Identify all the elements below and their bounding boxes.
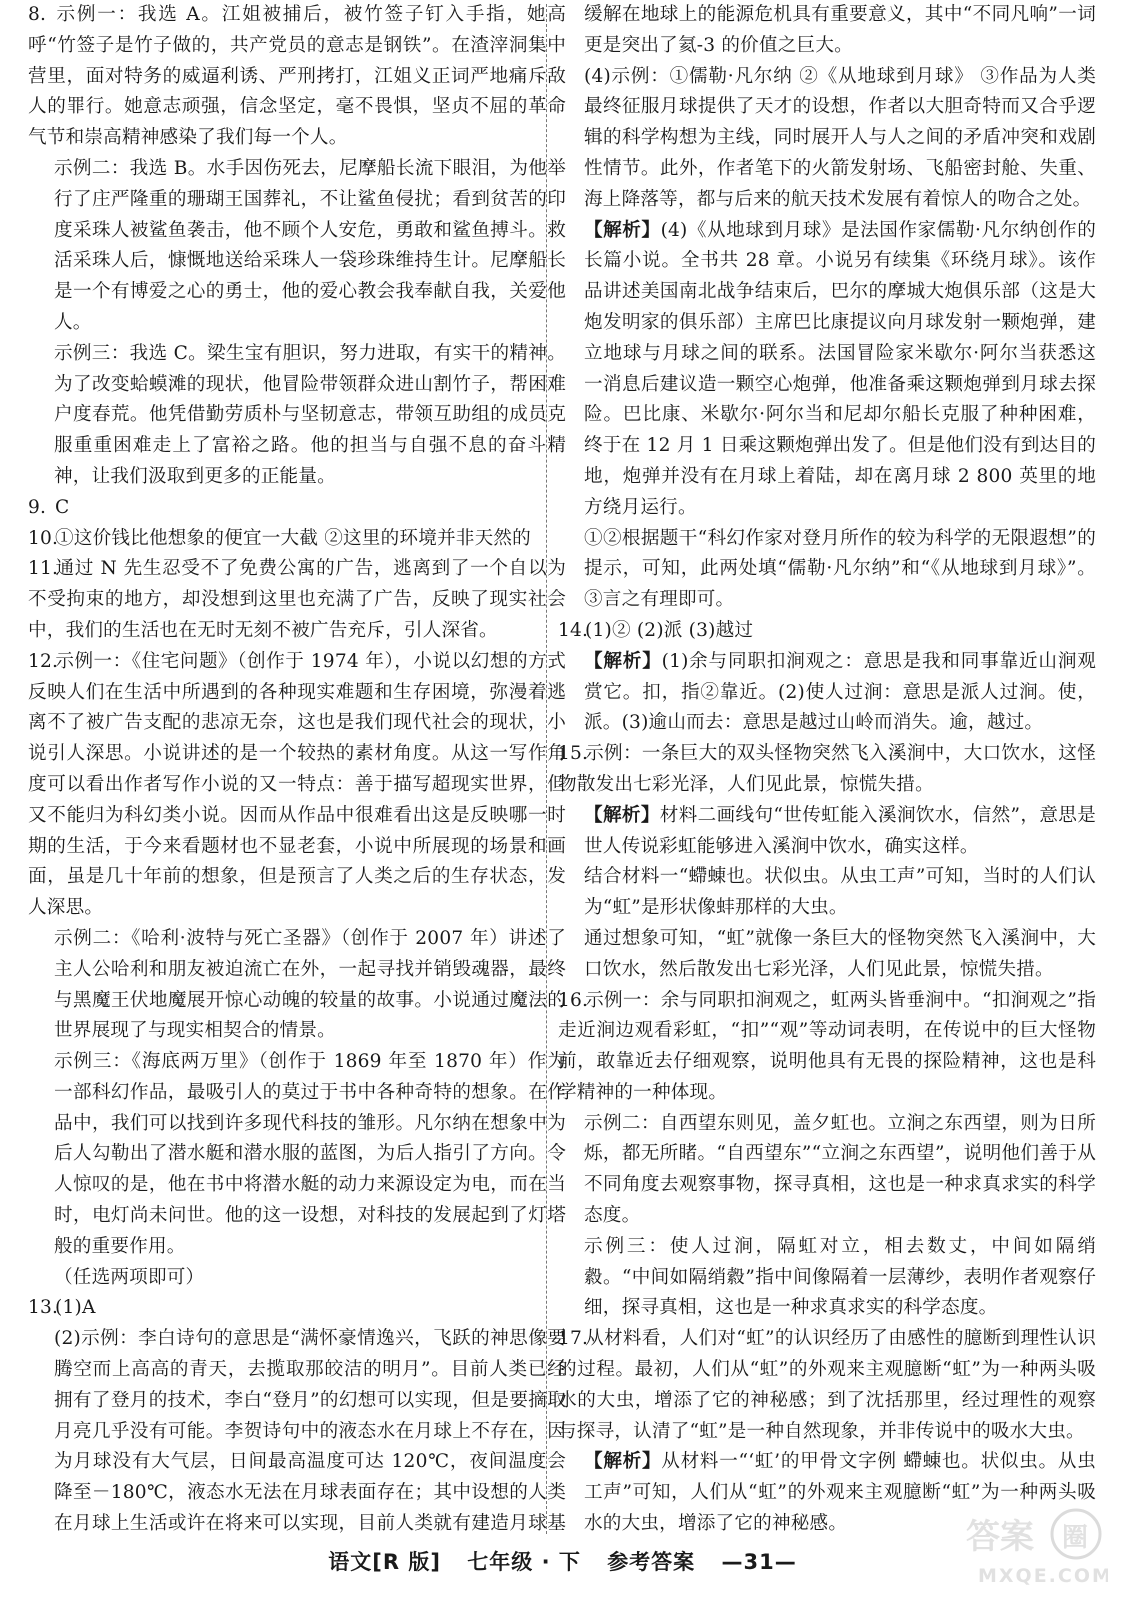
footer-section: 参考答案 [607,1550,696,1574]
left-column [28,0,566,1540]
answer-15 [558,739,1096,985]
analysis-text: 从材料一“‘虹’的甲骨文字例 螮蝀也。状似虫。从虫工声”可知，人们从“虹”的外观来主观臆断“虹”为一种两头吸水的大虫，增添了它的神秘感。 [584,1451,1096,1535]
analysis-text: 材料二画线句“世传虹能入溪涧饮水，信然”，意思是世人传说彩虹能够进入溪涧中饮水，确实这样。 [584,804,1096,857]
analysis-text: (1)余与同职扣涧观之：意思是我和同事靠近山涧观赏它。扣，指②靠近。(2)使人过涧：意思是派人过涧。使，派。(3)逾山而去：意思是越过山岭而消失。逾，越过。 [584,650,1096,734]
question-number: 15. [558,743,589,765]
footer-subject: 语文[R 版] [328,1550,441,1574]
answer-text: 示例：一条巨大的双头怪物突然飞入溪涧中，大口饮水，这怪物散发出七彩光泽，人们见此景，惊慌失措。 [558,743,1096,795]
answer-paragraph: 示例二：自西望东则见，盖夕虹也。立涧之东西望，则为日所烁，都无所睹。“自西望东”“立涧之东西望”，说明他们善于从不同角度去观察事物，探寻真相，这也是一种求真求实的科学态度。 [584,1112,1096,1227]
answer-note: （任选两项即可） [54,1266,205,1288]
answer-10 [28,524,566,555]
column-divider [546,4,547,1534]
question-number: 13. [28,1297,59,1319]
footer-page-number: —31— [721,1550,797,1574]
answer-12 [28,647,566,1294]
answer-paragraph: (1)A [55,1297,96,1319]
answer-8 [28,0,566,493]
answer-paragraph: 示例三：我选 C。梁生宝有胆识，努力进取，有实干的精神。为了改变蛤蟆滩的现状，他冒险带领群众进山割竹子，帮困难户度春荒。他凭借勤劳质朴与坚韧意志，带领互助组的成员克服重重困难走上了富裕之路。他的担当与自强不息的奋斗精神，让我们汲取到更多的正能量。 [54,342,566,487]
question-number: 17. [558,1328,589,1350]
page-footer [0,1542,1125,1582]
answer-text: 通过 N 先生忍受不了免费公寓的广告，逃离到了一个自以为不受拘束的地方，却没想到这里也充满了广告，反映了现实社会中，我们的生活也在无时无刻不被广告充斥，引人深省。 [28,558,566,641]
svg-text:圈: 圈 [1062,1523,1089,1553]
analysis-text: 通过想象可知，“虹”就像一条巨大的怪物突然飞入溪涧中，大口饮水，然后散发出七彩光泽，人们见此景，惊慌失措。 [584,927,1096,980]
analysis-text: (4)《从地球到月球》是法国作家儒勒·凡尔纳创作的长篇小说。全书共 28 章。小说另有续集《环绕月球》。该作品讲述美国南北战争结束后，巴尔的摩城大炮俱乐部（这是大炮发明家的俱乐部）主席巴比康提议向月球发射一颗炮弹，建立地球与月球之间的联系。法国冒险家米歇尔·阿尔当获悉这一消息后建议造一颗空心炮弹，他准备乘这颗炮弹到月球去探险。巴比康、米歇尔·阿尔当和尼却尔船长克服了种种困难，终于在 12 月 1 日乘这颗炮弹出发了。但是他们没有到达目的地，炮弹并没有在月球上着陆，却在离月球 2 800 英里的地方绕月运行。 [584,219,1096,518]
answer-paragraph: 示例三：《海底两万里》（创作于 1869 年至 1870 年）作为一部科幻作品，最吸引人的莫过于书中各种奇特的想象。在作品中，我们可以找到许多现代科技的雏形。凡尔纳在想象中为后人勾勒出了潜水艇和潜水服的蓝图，为后人指引了方向。令人惊叹的是，他在书中将潜水艇的动力来源设定为电，而在当时，电灯尚未问世。他的这一设想，对科技的发展起到了灯塔般的重要作用。 [54,1051,566,1257]
question-number: 9. [28,496,47,518]
answer-text: C [55,496,70,518]
answer-text: ①这价钱比他想象的便宜一大截 ②这里的环境并非天然的 [55,527,531,549]
analysis-text: ①②根据题干“科幻作家对登月所作的较为科学的无限遐想”的提示，可知，此两处填“儒勒·凡尔纳”和“《从地球到月球》”。③言之有理即可。 [584,527,1096,611]
watermark-logo [958,1500,1108,1590]
svg-text:MXQE.COM: MXQE.COM [978,1565,1108,1587]
question-number: 10. [28,527,59,549]
answer-14 [558,616,1096,739]
right-column [558,0,1096,1540]
footer-grade: 七年级 · 下 [467,1550,581,1574]
answer-paragraph: 示例一：余与同职扣涧观之，虹两头皆垂涧中。“扣涧观之”指走近涧边观看彩虹，“扣”“观”等动词表明，在传说中的巨大怪物前，敢靠近去仔细观察，说明他具有无畏的探险精神，这也是科学精神的一种体现。 [558,989,1096,1103]
analysis-label: 【解析】 [584,650,662,672]
analysis-text: 结合材料一“螮蝀也。状似虫。从虫工声”可知，当时的人们认为“虹”是形状像蚌那样的大虫。 [584,866,1096,919]
answer-paragraph: 示例二：我选 B。水手因伤死去，尼摩船长流下眼泪，为他举行了庄严隆重的珊瑚王国葬礼，不让鲨鱼侵扰；看到贫苦的印度采珠人被鲨鱼袭击，他不顾个人安危，勇敢和鲨鱼搏斗。救活采珠人后，慷慨地送给采珠人一袋珍珠维持生计。尼摩船长是一个有博爱之心的勇士，他的爱心教会我奉献自我，关爱他人。 [54,157,566,333]
answer-13-continued [558,0,1096,616]
answer-text: (1)② (2)派 (3)越过 [585,619,754,641]
analysis-label: 【解析】 [584,804,660,826]
answer-11 [28,554,566,646]
svg-text:答案: 答案 [966,1517,1034,1557]
question-number: 12. [28,650,59,672]
answer-paragraph: (4)示例：①儒勒·凡尔纳 ②《从地球到月球》 ③作品为人类最终征服月球提供了天才的设想，作者以大胆奇特而又合乎逻辑的科学构想为主线，同时展开人与人之间的矛盾冲突和戏剧性情节。此外，作者笔下的火箭发射场、飞船密封舱、失重、海上降落等，都与后来的航天技术发展有着惊人的吻合之处。 [584,65,1096,210]
question-number: 8. [28,4,47,25]
answer-13 [28,1293,566,1540]
question-number: 11. [28,558,59,580]
answer-paragraph: 示例一：我选 A。江姐被捕后，被竹签子钉入手指，她高呼“竹签子是竹子做的，共产党员的意志是钢铁”。在渣滓洞集中营里，面对特务的威逼利诱、严刑拷打，江姐义正词严地痛斥敌人的罪行。她意志顽强，信念坚定，毫不畏惧，坚贞不屈的革命气节和崇高精神感染了我们每一个人。 [28,4,566,149]
answer-paragraph: 示例一：《住宅问题》（创作于 1974 年），小说以幻想的方式反映人们在生活中所遇到的各种现实难题和生存困境，弥漫着逃离不了被广告支配的悲凉无奈，这也是我们现代社会的现状，小说引人深思。小说讲述的是一个较热的素材角度。从这一写作角度可以看出作者写作小说的又一特点：善于描写超现实世界，但又不能归为科幻类小说。因而从作品中很难看出这是反映哪一时期的生活，于今来看题材也不显老套，小说中所展现的场景和画面，虽是几十年前的想象，但是预言了人类之后的生存状态，发人深思。 [28,650,566,919]
question-number: 16. [558,989,589,1011]
analysis-label: 【解析】 [584,1451,662,1473]
answer-9 [28,493,566,524]
answer-paragraph: 示例二：《哈利·波特与死亡圣器》（创作于 2007 年）讲述了主人公哈利和朋友被迫流亡在外，一起寻找并销毁魂器，最终与黑魔王伏地魔展开惊心动魄的较量的故事。小说通过魔法的世界展现了与现实相契合的情景。 [54,927,566,1042]
answer-16 [558,986,1096,1325]
answer-paragraph: 示例三：使人过涧，隔虹对立，相去数丈，中间如隔绡縠。“中间如隔绡縠”指中间像隔着一层薄纱，表明作者观察仔细，探寻真相，这也是一种求真求实的科学态度。 [584,1235,1096,1319]
question-number: 14. [558,619,589,641]
answer-text: 从材料看，人们对“虹”的认识经历了由感性的臆断到理性认识的过程。最初，人们从“虹”的外观来主观臆断“虹”为一种两头吸水的大虫，增添了它的神秘感；到了沈括那里，经过理性的观察与探寻，认清了“虹”是一种自然现象，并非传说中的吸水大虫。 [558,1328,1096,1442]
answer-paragraph: 缓解在地球上的能源危机具有重要意义，其中“不同凡响”一词更是突出了氦-3 的价值之巨大。 [584,4,1096,56]
answer-paragraph: (2)示例：李白诗句的意思是“满怀豪情逸兴，飞跃的神思像要腾空而上高高的青天，去揽取那皎洁的明月”。目前人类已经拥有了登月的技术，李白“登月”的幻想可以实现，但是要摘取月亮几乎没有可能。李贺诗句中的液态水在月球上不存在，因为月球没有大气层，日间最高温度可达 120℃，夜间温度会降至－180℃，液态水无法在月球表面存在；其中设想的人类在月球上生活或许在将来可以实现，目前人类就有建造月球基 [54,1328,566,1535]
watermark-logo-icon [958,1500,1108,1590]
analysis-label: 【解析】 [584,219,661,241]
